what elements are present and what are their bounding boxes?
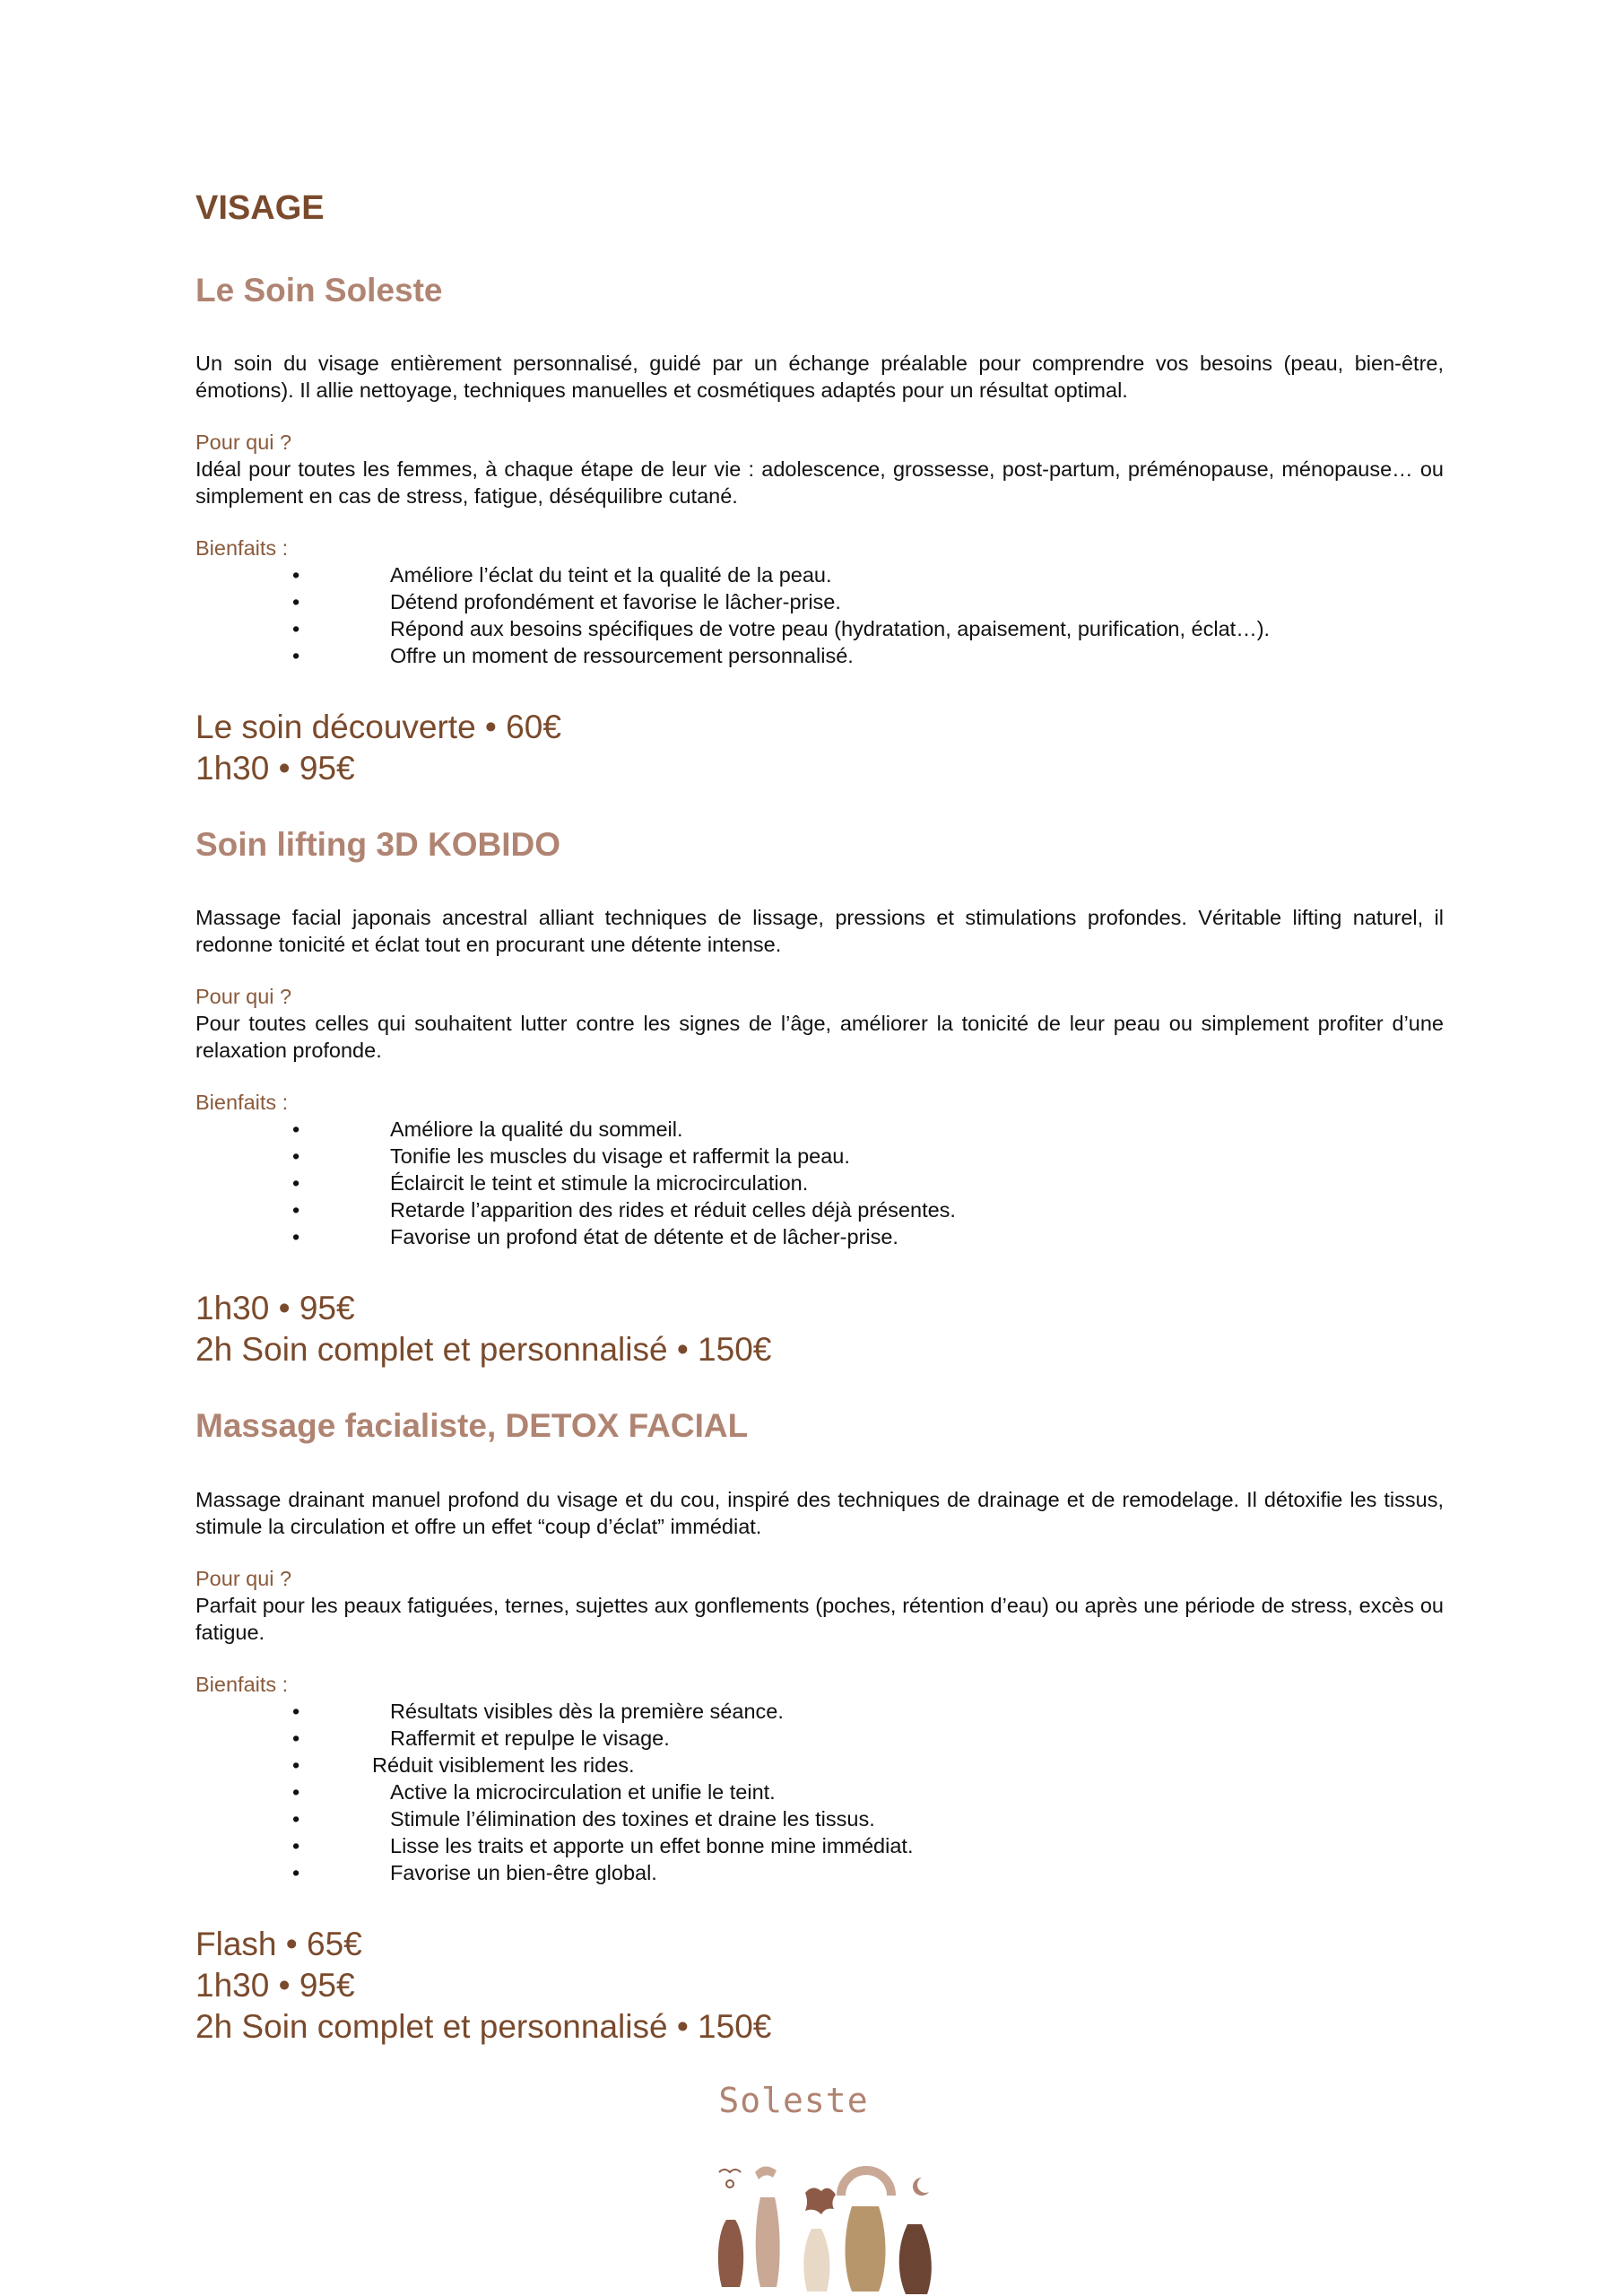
list-item: • Retarde l’apparition des rides et réduit celles déjà présentes. [195, 1196, 1444, 1223]
price-line: 2h Soin complet et personnalisé • 150€ [195, 1331, 772, 1369]
pour-qui-text: Idéal pour toutes les femmes, à chaque étape de leur vie : adolescence, grossesse, post-partum, préménopause, ménopause… ou simplement en cas de stress, fatigue, déséquilibre cutané. [195, 457, 1444, 508]
price-list [195, 1924, 1444, 2048]
list-item: • Stimule l’élimination des toxines et draine les tissus. [195, 1805, 1444, 1832]
section-description: Massage facial japonais ancestral alliant techniques de lissage, pressions et stimulations profondes. Véritable lifting naturel, il redonne tonicité et éclat tout en procurant une détente intense. [195, 906, 1444, 957]
price-list [195, 707, 1444, 789]
pour-qui-text: Pour toutes celles qui souhaitent lutter contre les signes de l’âge, améliorer la tonicité de leur peau ou simplement profiter d’une relaxation profonde. [195, 1012, 1444, 1063]
list-item: • Favorise un bien-être global. [195, 1859, 1444, 1886]
logo-figures-icon [708, 2072, 977, 2296]
section-kobido [195, 825, 1444, 1370]
section-soin-soleste [195, 271, 1444, 789]
price-line: Flash • 65€ [195, 1925, 362, 1962]
bienfaits-list [195, 561, 1444, 669]
logo-text: Soleste [718, 2081, 869, 2120]
bienfaits-label: Bienfaits : [195, 1091, 289, 1115]
section-title: Soin lifting 3D KOBIDO [195, 825, 560, 863]
bienfaits-list [195, 1116, 1444, 1250]
bienfaits-label: Bienfaits : [195, 1672, 289, 1696]
price-line: 2h Soin complet et personnalisé • 150€ [195, 2007, 772, 2045]
bienfaits-list [195, 1698, 1444, 1886]
list-item: • Tonifie les muscles du visage et raffermit la peau. [195, 1143, 1444, 1170]
list-item: • Favorise un profond état de détente et de lâcher-prise. [195, 1223, 1444, 1250]
list-item: • Offre un moment de ressourcement personnalisé. [195, 642, 1444, 669]
section-detox-facial [195, 1406, 1444, 2047]
bienfaits-label: Bienfaits : [195, 535, 289, 560]
list-item: • Raffermit et repulpe le visage. [195, 1725, 1444, 1752]
document-page [195, 188, 1444, 2048]
pour-qui-label: Pour qui ? [195, 430, 292, 454]
pour-qui-text: Parfait pour les peaux fatiguées, ternes, sujettes aux gonflements (poches, rétention d’eau) ou après une période de stress, excès ou fatigue. [195, 1593, 1444, 1644]
list-item: • Éclaircit le teint et stimule la microcirculation. [195, 1170, 1444, 1196]
price-list [195, 1288, 1444, 1370]
list-item: • Lisse les traits et apporte un effet bonne mine immédiat. [195, 1832, 1444, 1859]
page-heading: VISAGE [195, 189, 325, 227]
list-item: • Détend profondément et favorise le lâcher-prise. [195, 588, 1444, 615]
list-item: • Active la microcirculation et unifie le teint. [195, 1779, 1444, 1805]
soleste-logo [708, 2072, 977, 2296]
price-line: Le soin découverte • 60€ [195, 708, 561, 745]
price-line: 1h30 • 95€ [195, 1966, 355, 2004]
pour-qui-label: Pour qui ? [195, 985, 292, 1009]
section-description: Massage drainant manuel profond du visage et du cou, inspiré des techniques de drainage et de remodelage. Il détoxifie les tissus, stimule la circulation et offre un effet “coup d’éclat” immédiat. [195, 1487, 1444, 1538]
list-item: • Résultats visibles dès la première séance. [195, 1698, 1444, 1725]
pour-qui-label: Pour qui ? [195, 1566, 292, 1590]
section-title: Massage facialiste, DETOX FACIAL [195, 1407, 749, 1445]
list-item: • Améliore l’éclat du teint et la qualité de la peau. [195, 561, 1444, 588]
section-title: Le Soin Soleste [195, 271, 443, 309]
section-description: Un soin du visage entièrement personnalisé, guidé par un échange préalable pour comprendre vos besoins (peau, bien-être, émotions). Il allie nettoyage, techniques manuelles et cosmétiques adaptés pour un résultat optimal. [195, 351, 1444, 402]
list-item: • Améliore la qualité du sommeil. [195, 1116, 1444, 1143]
price-line: 1h30 • 95€ [195, 1290, 355, 1327]
list-item: • Répond aux besoins spécifiques de votre peau (hydratation, apaisement, purification, éclat…). [195, 615, 1444, 642]
list-item: • Réduit visiblement les rides. [195, 1752, 1444, 1779]
price-line: 1h30 • 95€ [195, 749, 355, 787]
